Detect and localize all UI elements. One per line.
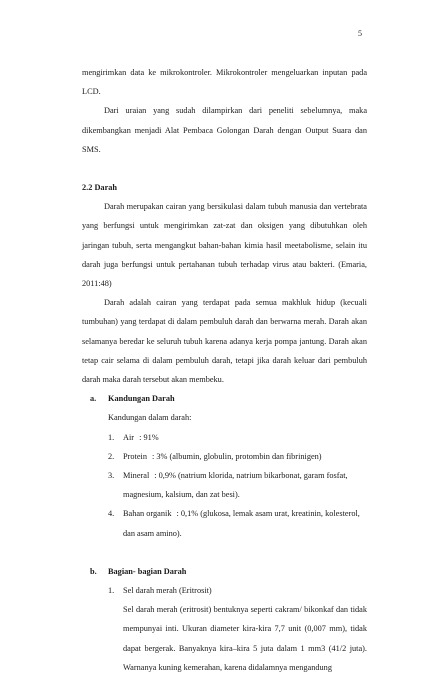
list-item-number: 1.: [108, 432, 115, 442]
subsection-label: b.: [90, 566, 97, 576]
list-item-name: Air: [123, 432, 135, 442]
paragraph-summary: Dari uraian yang sudah dilampirkan dari peneliti sebelumnya, maka dikembangkan menjadi Alat Pembaca Golongan Darah dengan Output Suara dan SMS.: [82, 106, 367, 154]
list-item-name: Mineral: [123, 471, 150, 481]
subsection-heading-kandungan: [82, 389, 367, 408]
spacer: [82, 159, 367, 178]
list-item-number: 1.: [108, 586, 115, 596]
eritrosit-block: [82, 600, 367, 677]
list-item-name: Bahan organik: [123, 509, 172, 519]
paragraph-darah-description: Darah adalah cairan yang terdapat pada semua makhluk hidup (kecuali tumbuhan) yang terdapat di dalam pembuluh darah dan berwarna merah. Darah akan selamanya beredar ke seluruh tubuh karena adanya kerja pompa jantung. Darah akan tetap cair selama di dalam pembuluh darah, tetapi jika darah keluar dari pembuluh darah maka darah tersebut akan membeku.: [82, 298, 367, 385]
kandungan-intro: Kandungan dalam darah:: [108, 413, 192, 423]
list-item: [108, 466, 367, 504]
list-item-number: 3.: [108, 471, 115, 481]
list-item-title: Sel darah merah (Eritrosit): [123, 586, 212, 596]
list-item: [108, 581, 367, 600]
subsection-heading-bagian: [82, 562, 367, 581]
list-item-number: 4.: [108, 509, 115, 519]
paragraph-continuation: mengirimkan data ke mikrokontroler. Mikrokontroler mengeluarkan inputan pada LCD.: [82, 68, 367, 97]
list-item-name: Protein: [123, 451, 147, 461]
list-item-value: : 0,9% (natrium klorida, natrium bikarbonat, garam fosfat, magnesium, kalsium, dan zat besi).: [123, 471, 348, 500]
subsection-title: Kandungan Darah: [108, 394, 175, 404]
list-item: [108, 447, 367, 466]
list-item: [108, 428, 367, 447]
list-item-value: : 3% (albumin, globulin, protombin dan fibrinigen): [151, 451, 322, 461]
page-number: 5: [358, 29, 362, 38]
spacer: [82, 543, 367, 562]
list-item-value: : 0,1% (glukosa, lemak asam urat, kreatinin, kolesterol, dan asam amino).: [123, 509, 360, 538]
section-heading-darah: 2.2 Darah: [82, 183, 118, 193]
paragraph-eritrosit: Sel darah merah (eritrosit) bentuknya seperti cakram/ bikonkaf dan tidak mempunyai inti. Ukuran diameter kira-kira 7,7 unit (0,007 mm), tidak dapat bergerak. Banyaknya kira–kira 5 juta dalam 1 mm3 (41/2 juta). Warnanya kuning kemerahan, karena didalamnya mengandung: [123, 605, 367, 672]
page-content: [82, 63, 367, 677]
kandungan-block: [82, 408, 367, 542]
subsection-title: Bagian- bagian Darah: [108, 566, 187, 576]
list-item: [108, 504, 367, 542]
paragraph-darah-definition: Darah merupakan cairan yang bersikulasi dalam tubuh manusia dan vertebrata yang berfungsi untuk mengirimkan zat-zat dan oksigen yang dibutuhkan oleh jaringan tubuh, serta mengangkut bahan-bahan kimia hasil meetabolisme, selain itu darah juga berfungsi untuk pertahanan tubuh terhadap virus atau bakteri. (Emaria, 2011:48): [82, 202, 367, 289]
subsection-label: a.: [90, 394, 97, 404]
list-item-value: : 91%: [139, 432, 159, 442]
bagian-block: [82, 581, 367, 600]
list-item-number: 2.: [108, 451, 115, 461]
